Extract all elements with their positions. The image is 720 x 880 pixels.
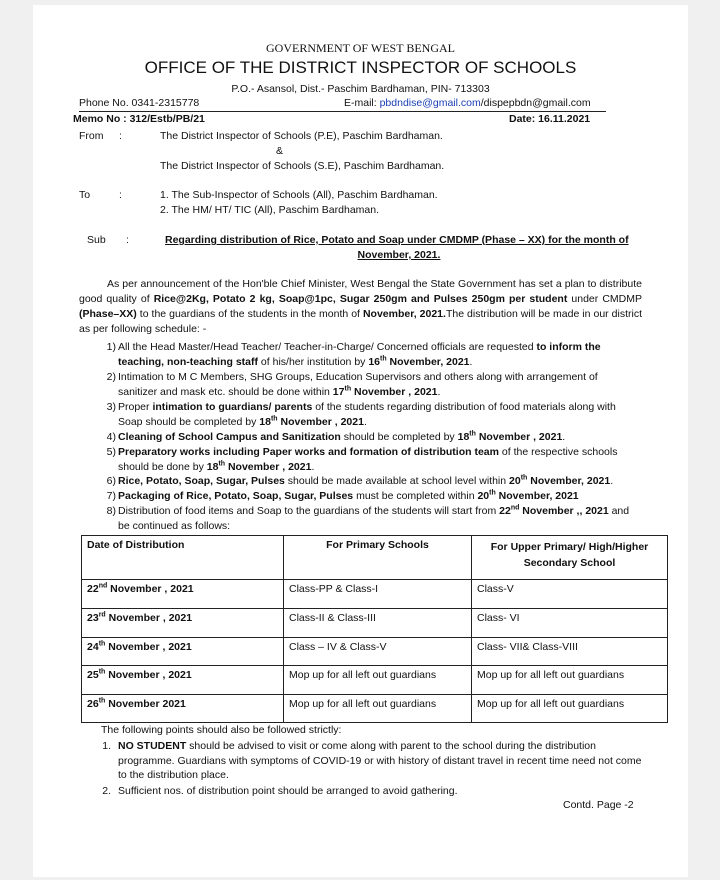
memo-number: Memo No : 312/Estb/PB/21 [73,113,205,125]
from-line-1: The District Inspector of Schools (P.E), Paschim Bardhaman. [160,130,443,142]
table-date-cell: 26th November 2021 [82,695,284,723]
points-intro: The following points should also be followed strictly: [101,724,342,736]
office-address: P.O.- Asansol, Dist.- Paschim Bardhaman, PIN- 713303 [231,83,490,95]
office-title: OFFICE OF THE DISTRICT INSPECTOR OF SCHOOLS [144,58,577,77]
intro-paragraph: As per announcement of the Hon'ble Chief Minister, West Bengal the State Government has set a plan to distribute good quality of Rice@2Kg, Potato 2 kg, Soap@1pc, Sugar 250gm and Pulses 250gm per student under CMDMP (Phase–XX) to the guardians of the students in the month of November, 2021.The distribution will be made in our district as per following schedule: - [79,278,642,335]
table-cell: Class- VI [472,609,668,638]
table-row [82,666,668,695]
subject-label: Sub [87,234,106,246]
table-cell: Mop up for all left out guardians [472,695,668,723]
table-cell: Mop up for all left out guardians [472,666,668,695]
table-cell: Class-V [472,580,668,609]
email-label: E-mail: [344,97,380,109]
from-label: From [79,130,104,142]
table-header-row [82,536,668,580]
table-row [82,695,668,723]
table-cell: Class-PP & Class-I [284,580,472,609]
email-link-1[interactable]: pbdndise@gmail.com [379,97,481,109]
table-date-cell: 24th November , 2021 [82,638,284,666]
table-date-cell: 22nd November , 2021 [82,580,284,609]
table-header-cell: For Primary Schools [284,536,472,580]
table-cell: Class – IV & Class-V [284,638,472,666]
phone-number: Phone No. 0341-2315778 [79,97,200,109]
memo-date: Date: 16.11.2021 [509,113,591,125]
header-rule [79,111,606,112]
continued-page: Contd. Page -2 [563,799,634,811]
document-page: GOVERNMENT OF WEST BENGAL OFFICE OF THE DISTRICT INSPECTOR OF SCHOOLS P.O.- Asansol, Dist.- Paschim Bardhaman, PIN- 713303 Phone No. 0341-2315778 E-mail: pbdndise@gmail.com/dispepbdn@gmail.com Memo No : 312/Estb/PB/21 Date: 16.11.2021 From : The District Inspector of Schools (P.E), Paschim Bardhaman. & The District Inspector of Schools (S.E), Paschim Bardhaman. To : 1. The Sub-Inspector of Schools (All), Paschim Bardhaman. 2. The HM/ HT/ TIC (All), Paschim Bardhaman. Sub : Regarding distribution of Rice, Potato and Soap under CMDMP (Phase – XX) for the month of November, 2021. As per announcement of the Hon'ble Chief Minister, West Bengal the State Government has set a plan to distribute good quality of Rice@2Kg, Potato 2 kg, Soap@1pc, Sugar 250gm and Pulses 250gm per student under CMDMP (Phase–XX) to the guardians of the students in the month of November, 2021.The distribution will be made in our district as per following schedule: - 1) All the Head Master/Head Teacher/ Teacher-in-Charge/ Concerned officials are requested to inform the teaching, non-teaching staff of his/her institution by 16th November, 2021. 2) Intimation to M C Members, SHG Groups, Education Supervisors and others along with arrangement of sanitizer and mask etc. should be done within 17th November , 2021. 3) Proper intimation to guardians/ parents of the students regarding distribution of food materials along with Soap should be completed by 18th November , 2021. 4) Cleaning of School Campus and Sanitization should be completed by 18th November , 2021. 5) Preparatory works including Paper works and formation of distribution team of the respective schools should be done by 18th November , 2021. 6) Rice, Potato, Soap, Sugar, Pulses should be made available at school level within 20th November, 2021. 7) Packaging of Rice, Potato, Soap, Sugar, Pulses must be completed within 20th November, 2021 8) Distribution of food items and Soap to the guardians of the students will start from 22nd November ,, 2021 and be continued as follows: Date of Distribution For Primary Schools For Upper Primary/ High/Higher Secondary School 22nd November , 2021 Class-PP & Class-I Class-V 23rd November , 2021 Class-II & Class-III Class- VI 24th November , 2021 Class – IV & Class-V Class- VII& Class-VIII 25th November , 2021 Mop up for all left out guardians Mop up for all left out guardians 26th November 2021 Mop up for all left out guardians Mop up for all left out guardians The following points should also be followed strictly: 1. NO STUDENT should be advised to visit or come along with parent to the school during the distribution programme. Guardians with symptoms of COVID-19 or with history of distant travel in recent time need not come to the distribution place. 2. Sufficient nos. of distribution point should be arranged to avoid gathering. Contd. Page -2 [33,5,688,877]
table-row [82,609,668,638]
table-header-cell: For Upper Primary/ High/Higher Secondary School [472,536,668,580]
subject-line-2: November, 2021. [357,249,441,261]
table-cell: Mop up for all left out guardians [284,695,472,723]
table-date-cell: 25th November , 2021 [82,666,284,695]
table-cell: Class-II & Class-III [284,609,472,638]
table-row [82,638,668,666]
govt-title: GOVERNMENT OF WEST BENGAL [265,41,455,55]
table-row [82,580,668,609]
table-cell: Mop up for all left out guardians [284,666,472,695]
subject-colon: : [126,234,129,246]
table-cell: Class- VII& Class-VIII [472,638,668,666]
email-line [344,97,591,109]
table-header-cell: Date of Distribution [82,536,284,580]
to-colon: : [119,189,122,201]
distribution-table [81,535,668,723]
to-line-2: 2. The HM/ HT/ TIC (All), Paschim Bardhaman. [160,204,380,216]
email-address-2: dispepbdn@gmail.com [483,97,591,109]
from-line-2: The District Inspector of Schools (S.E), Paschim Bardhaman. [160,160,445,172]
from-colon: : [119,130,122,142]
subject-line-1: Regarding distribution of Rice, Potato and Soap under CMDMP (Phase – XX) for the month of [165,234,629,246]
email-separator: / [480,97,484,109]
from-ampersand: & [276,145,284,157]
table-date-cell: 23rd November , 2021 [82,609,284,638]
to-label: To [79,189,91,201]
to-line-1: 1. The Sub-Inspector of Schools (All), Paschim Bardhaman. [160,189,438,201]
